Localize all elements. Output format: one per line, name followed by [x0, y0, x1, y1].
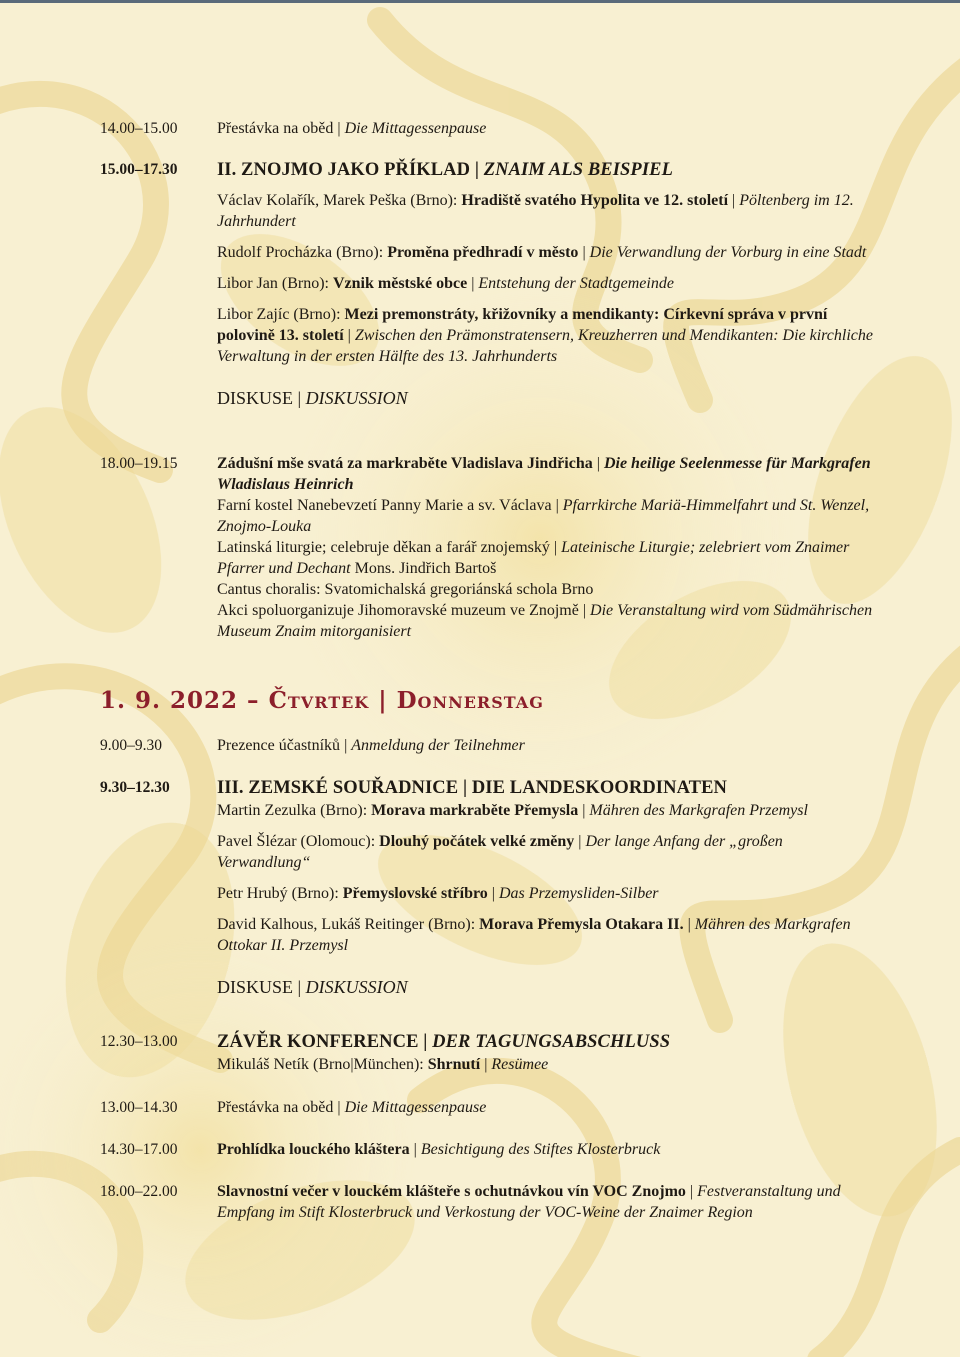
- time-label: 14.00–15.00: [100, 120, 178, 137]
- time-label: 18.00–22.00: [100, 1183, 178, 1200]
- talk-item: Martin Zezulka (Brno): Morava markraběte Přemysla | Mähren des Markgrafen Przemysl: [217, 802, 808, 819]
- discussion-label: DISKUSE | DISKUSSION: [217, 977, 408, 997]
- talk-item: Libor Jan (Brno): Vznik městské obce | Entstehung der Stadtgemeinde: [217, 275, 674, 292]
- day-heading: 1. 9. 2022 – Čtvrtek | Donnerstag: [100, 687, 544, 714]
- lunch-text: Přestávka na oběd | Die Mittagessenpause: [217, 1099, 487, 1116]
- time-label: 9.00–9.30: [100, 737, 162, 754]
- discussion-label: DISKUSE | DISKUSSION: [217, 388, 408, 408]
- tour-text: Prohlídka louckého kláštera | Besichtigung des Stiftes Klosterbruck: [217, 1141, 661, 1158]
- mass-organizer: Akci spoluorganizuje Jihomoravské muzeum ve Znojmě | Die Veranstaltung wird vom Südmährischen Museum Znaim mitorganisiert: [217, 602, 873, 640]
- time-label: 13.00–14.30: [100, 1099, 178, 1116]
- mass-title: Zádušní mše svatá za markraběte Vladislava Jindřicha | Die heilige Seelenmesse für Markgrafen Wladislaus Heinrich: [217, 455, 871, 493]
- talk-item: Pavel Šlézar (Olomouc): Dlouhý počátek velké změny | Der lange Anfang der „großen Verwandlung“: [217, 833, 783, 871]
- mass-choir: Cantus choralis: Svatomichalská gregoriánská schola Brno: [217, 581, 594, 598]
- time-label: 18.00–19.15: [100, 455, 178, 472]
- time-label: 15.00–17.30: [100, 161, 178, 178]
- talk-item: Petr Hrubý (Brno): Přemyslovské stříbro | Das Przemysliden-Silber: [217, 885, 659, 902]
- evening-text: Slavnostní večer v louckém klášteře s ochutnávkou vín VOC Znojmo | Festveranstaltung und Empfang im Stift Klosterbruck und Verkostung der VOC-Weine der Znaimer Region: [217, 1183, 841, 1221]
- closing-title: ZÁVĚR KONFERENCE | DER TAGUNGSABSCHLUSS: [217, 1032, 671, 1052]
- mass-liturgy: Latinská liturgie; celebruje děkan a farář znojemský | Lateinische Liturgie; zelebriert vom Znaimer Pfarrer und Dechant Mons. Jindřich Bartoš: [217, 539, 850, 577]
- closing-talk: Mikuláš Netík (Brno|München): Shrnutí | Resümee: [217, 1056, 549, 1073]
- talk-item: Václav Kolařík, Marek Peška (Brno): Hradiště svatého Hypolita ve 12. století | Pöltenberg im 12. Jahrhundert: [217, 192, 854, 230]
- time-label: 12.30–13.00: [100, 1033, 178, 1050]
- mass-place: Farní kostel Nanebevzetí Panny Marie a sv. Václava | Pfarrkirche Mariä-Himmelfahrt und St. Wenzel, Znojmo-Louka: [217, 497, 870, 535]
- time-label: 14.30–17.00: [100, 1141, 178, 1158]
- lunch-text: Přestávka na oběd | Die Mittagessenpause: [217, 120, 487, 137]
- talk-item: Libor Zajíc (Brno): Mezi premonstráty, křižovníky a mendikanty: Církevní správa v první polovině 13. století | Zwischen den Prämonstratensern, Kreuzherren und Mendikanten: Die kirchliche Verwaltung in der ersten Hälfte des 13. Jahrhunderts: [217, 306, 873, 365]
- time-label: 9.30–12.30: [100, 779, 170, 796]
- talk-item: David Kalhous, Lukáš Reitinger (Brno): Morava Přemysla Otakara II. | Mähren des Markgrafen Ottokar II. Przemysl: [217, 916, 851, 954]
- registration-text: Prezence účastníků | Anmeldung der Teilnehmer: [217, 737, 525, 754]
- session-title: III. ZEMSKÉ SOUŘADNICE | DIE LANDESKOORDINATEN: [217, 778, 727, 798]
- session-title: II. ZNOJMO JAKO PŘÍKLAD | ZNAIM ALS BEISPIEL: [217, 160, 673, 180]
- talk-item: Rudolf Procházka (Brno): Proměna předhradí v město | Die Verwandlung der Vorburg in eine Stadt: [217, 244, 867, 261]
